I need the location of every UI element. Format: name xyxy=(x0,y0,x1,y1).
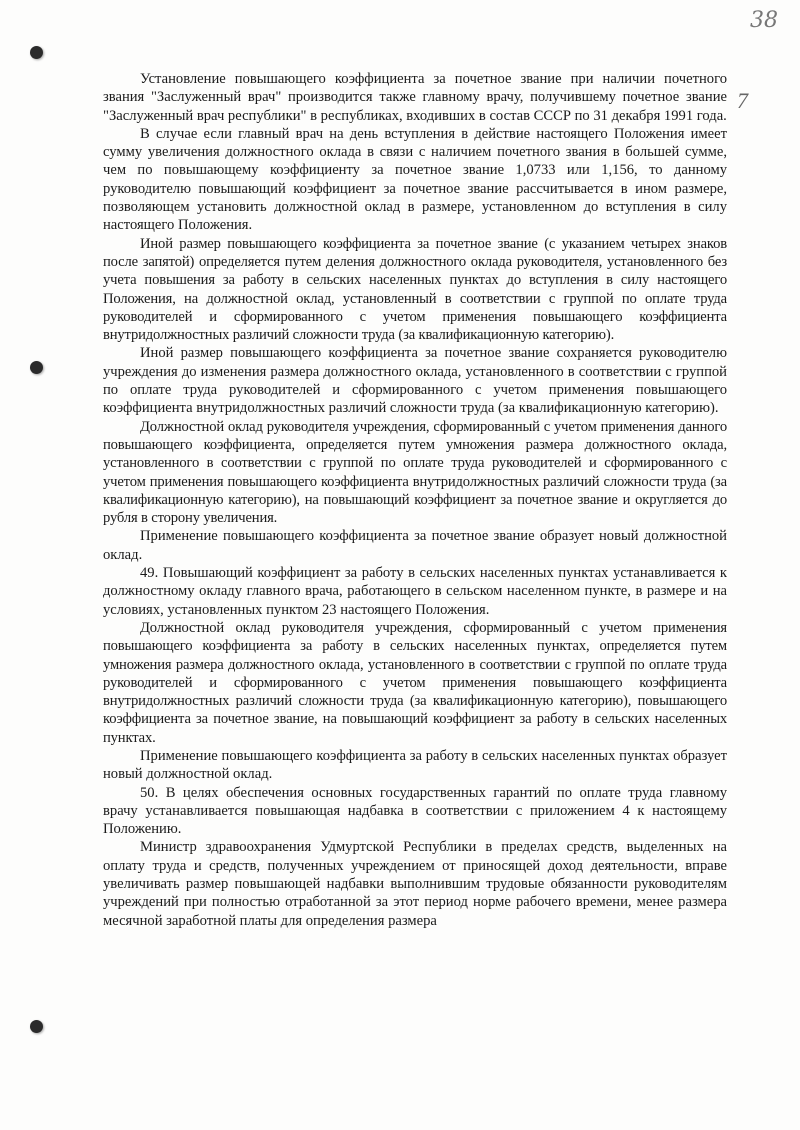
paragraph-salary-rural-coefficient: Должностной оклад руководителя учреждения, сформированный с учетом применения повышающего коэффициента за работу в сельских населенных пунктах, определяется путем умножения размера должностного оклада, установленного в соответствии с группой по оплате труда руководителей и сформированного с учетом применения повышающего коэффициента внутридолжностных различий сложности труда (за квалификационную категорию), повышающего коэффициента за почетное звание, на повышающий коэффициент за работу в сельских населенных пунктах. xyxy=(103,619,727,746)
paragraph-minister-authority: Министр здравоохранения Удмуртской Республики в пределах средств, выделенных на оплату труда и средств, полученных учреждением от приносящей доход деятельности, вправе увеличивать размер повышающей надбавки выполнившим трудовые обязанности руководителям учреждений при полностью отработанной за этот период норме рабочего времени, менее размера месячной заработной платы для определения размера xyxy=(103,839,727,929)
paragraph-new-salary-honorary: Применение повышающего коэффициента за почетное звание образует новый должностной оклад. xyxy=(103,528,727,563)
paragraph-salary-increase-case: В случае если главный врач на день вступления в действие настоящего Положения имеет сумму увеличения должностного оклада в связи с наличием почетного звания в большей сумме, чем по повышающему коэффициенту за почетное звание 1,0733 или 1,156, то данному руководителю повышающий коэффициент за почетное звание рассчитывается в ином размере, позволяющем установить должностной оклад в размере, установленном до вступления в силу настоящего Положения. xyxy=(103,125,727,234)
handwritten-margin-mark: 7 xyxy=(737,88,748,113)
paragraph-honorary-title-republic: Установление повышающего коэффициента за почетное звание при наличии почетного звания "Заслуженный врач" производится также главному врачу, получившему почетное звание "Заслуженный врач республики" в республиках, входивших в состав СССР по 31 декабря 1991 года. xyxy=(103,71,727,124)
paragraph-new-salary-rural: Применение повышающего коэффициента за работу в сельских населенных пунктах образует новый должностной оклад. xyxy=(103,747,727,783)
paragraph-other-coefficient-calc: Иной размер повышающего коэффициента за почетное звание (с указанием четырех знаков после запятой) определяется путем деления должностного оклада руководителя, установленного без учета повышения за работу в сельских населенных пунктах до вступления в силу настоящего Положения, на должностной оклад, установленный в соответствии с группой по оплате труда руководителей и сформированного с учетом применения повышающего коэффициента внутридолжностных различий сложности труда (за квалификационную категорию). xyxy=(103,235,727,344)
paragraph-salary-formed-coefficient: Должностной оклад руководителя учреждения, сформированный с учетом применения данного повышающего коэффициента, определяется путем умножения размера должностного оклада, установленного в соответствии с группой по оплате труда руководителей и сформированного с учетом применения повышающего коэффициента внутридолжностных различий сложности труда (за квалификационную категорию), на повышающий коэффициент за почетное звание и округляется до рубля в сторону увеличения. xyxy=(103,418,727,527)
page-number: 38 xyxy=(750,8,778,33)
punch-hole-top xyxy=(30,46,43,59)
paragraph-other-coefficient-retained: Иной размер повышающего коэффициента за почетное звание сохраняется руководителю учреждения до изменения размера должностного оклада, установленного в соответствии с группой по оплате труда руководителей и сформированного с учетом применения повышающего коэффициента внутридолжностных различий сложности труда (за квалификационную категорию). xyxy=(103,345,727,417)
punch-hole-middle xyxy=(30,361,43,374)
paragraph-item-49: 49. Повышающий коэффициент за работу в сельских населенных пунктах устанавливается к должностному окладу главного врача, работающего в сельском населенном пункте, в размере и на условиях, установленных пунктом 23 настоящего Положения. xyxy=(103,565,727,618)
paragraph-item-50: 50. В целях обеспечения основных государственных гарантий по оплате труда главному врачу устанавливается повышающая надбавка в соответствии с приложением 4 к настоящему Положению. xyxy=(103,784,727,838)
document-body xyxy=(103,70,727,930)
punch-hole-bottom xyxy=(30,1020,43,1033)
